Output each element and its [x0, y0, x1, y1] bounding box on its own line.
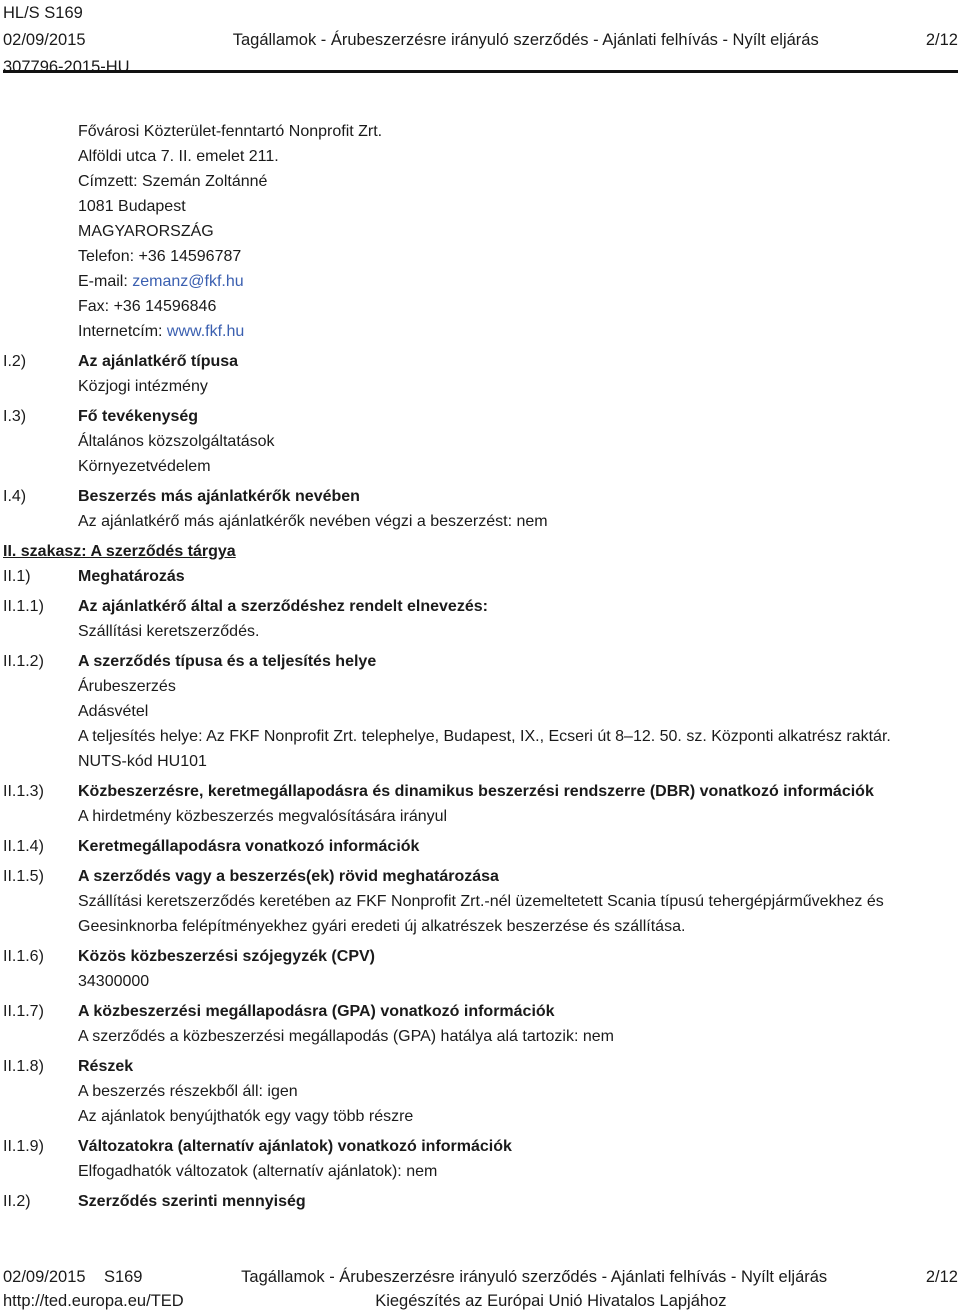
- footer-page: 2/12: [925, 1268, 958, 1286]
- section-number: I.3): [3, 408, 27, 425]
- address-city: 1081 Budapest: [78, 198, 186, 215]
- section-title: Közös közbeszerzési szójegyzék (CPV): [78, 948, 375, 965]
- section-ii11: [3, 594, 958, 644]
- section-number: II.1.1): [3, 598, 44, 615]
- section-i2: [3, 349, 958, 399]
- section-i3: [3, 404, 958, 479]
- section-title: Az ajánlatkérő által a szerződéshez rendelt elnevezés:: [78, 598, 488, 615]
- section-ii18: [3, 1054, 958, 1129]
- section-ii2: [3, 1189, 958, 1214]
- section-title: Keretmegállapodásra vonatkozó információk: [78, 838, 420, 855]
- section-ii19: [3, 1134, 958, 1184]
- section-title: Közbeszerzésre, keretmegállapodásra és dinamikus beszerzési rendszerre (DBR) vonatkozó információk: [78, 783, 874, 800]
- section-ii13: [3, 779, 958, 829]
- section-title: Szerződés szerinti mennyiség: [78, 1193, 306, 1210]
- address-web-line: Internetcím: www.fkf.hu: [78, 323, 245, 340]
- section-number: II.1.4): [3, 838, 44, 855]
- address-phone: Telefon: +36 14596787: [78, 248, 242, 265]
- section-value: Szállítási keretszerződés.: [78, 623, 260, 640]
- section-number: II.1.5): [3, 868, 44, 885]
- section-title: Részek: [78, 1058, 134, 1075]
- section-number: I.4): [3, 488, 27, 505]
- section-title: Meghatározás: [78, 568, 185, 585]
- header-row-3: [3, 54, 958, 81]
- section-ii16: [3, 944, 958, 994]
- section-value: A teljesítés helye: Az FKF Nonprofit Zrt. telephelye, Budapest, IX., Ecseri út 8–12. 50. sz. Központi alkatrész raktár.: [78, 728, 891, 745]
- section-number: II.1): [3, 568, 31, 585]
- address-fax: Fax: +36 14596846: [78, 298, 217, 315]
- section-value: Általános közszolgáltatások: [78, 433, 275, 450]
- section-number: II.1.7): [3, 1003, 44, 1020]
- section-value: Az ajánlatkérő más ajánlatkérők nevében végzi a beszerzést: nem: [78, 513, 548, 530]
- footer-publisher: Kiegészítés az Európai Unió Hivatalos Lapjához: [375, 1292, 727, 1310]
- address-country: MAGYARORSZÁG: [78, 223, 214, 240]
- section-number: I.2): [3, 353, 27, 370]
- address-recipient: Címzett: Szemán Zoltánné: [78, 173, 268, 190]
- section-ii15: [3, 864, 958, 939]
- header-row-1: [3, 0, 958, 27]
- section-value: A szerződés a közbeszerzési megállapodás (GPA) hatálya alá tartozik: nem: [78, 1028, 614, 1045]
- footer-date-series: 02/09/2015 S169: [3, 1268, 143, 1286]
- footer-title: Tagállamok - Árubeszerzésre irányuló szerződés - Ajánlati felhívás - Nyílt eljárás: [241, 1268, 828, 1286]
- section-value: NUTS-kód HU101: [78, 753, 207, 770]
- section-ii17: [3, 999, 958, 1049]
- footer-url[interactable]: http://ted.europa.eu/TED: [3, 1292, 184, 1310]
- section-number: II.1.8): [3, 1058, 44, 1075]
- section-title: Az ajánlatkérő típusa: [78, 353, 239, 370]
- section-title: Fő tevékenység: [78, 408, 199, 425]
- page-header: [3, 0, 958, 81]
- section-title: Beszerzés más ajánlatkérők nevében: [78, 488, 360, 505]
- header-title: Tagállamok - Árubeszerzésre irányuló szerződés - Ajánlati felhívás - Nyílt eljárás: [232, 31, 819, 49]
- header-page: 2/12: [925, 31, 958, 49]
- section-value: Az ajánlatok benyújthatók egy vagy több részre: [78, 1108, 414, 1125]
- section-number: II.2): [3, 1193, 31, 1210]
- email-link[interactable]: zemanz@fkf.hu: [132, 273, 244, 290]
- header-ref: 307796-2015-HU: [3, 58, 130, 76]
- section-value: Adásvétel: [78, 703, 149, 720]
- section-value: Elfogadhatók változatok (alternatív ajánlatok): nem: [78, 1163, 438, 1180]
- document-body: [3, 119, 958, 1214]
- page-footer: [3, 1265, 958, 1313]
- web-link[interactable]: www.fkf.hu: [166, 323, 245, 340]
- section-number: II.1.6): [3, 948, 44, 965]
- address-street: Alföldi utca 7. II. emelet 211.: [78, 148, 279, 165]
- section-number: II.1.3): [3, 783, 44, 800]
- section-value: A hirdetmény közbeszerzés megvalósítására irányul: [78, 808, 448, 825]
- section-title: A közbeszerzési megállapodásra (GPA) vonatkozó információk: [78, 1003, 555, 1020]
- section-value: Árubeszerzés: [78, 678, 176, 695]
- section-value: Szállítási keretszerződés keretében az FKF Nonprofit Zrt.-nél üzemeltetett Scania típusú tehergépjárművekhez és Geesinknorba felépítményekhez gyári eredeti új alkatrészek beszerzése és szállítása.: [78, 893, 884, 935]
- section-ii1: [3, 564, 958, 589]
- doc-type: HL/S S169: [3, 4, 83, 22]
- section-value: A beszerzés részekből áll: igen: [78, 1083, 298, 1100]
- section-title: A szerződés típusa és a teljesítés helye: [78, 653, 377, 670]
- address-email-line: E-mail: zemanz@fkf.hu: [78, 273, 244, 290]
- footer-row-1: [3, 1265, 958, 1289]
- section-title: A szerződés vagy a beszerzés(ek) rövid meghatározása: [78, 868, 499, 885]
- section-value: 34300000: [78, 973, 150, 990]
- address-org: Fővárosi Közterület-fenntartó Nonprofit Zrt.: [78, 123, 383, 140]
- section-i4: [3, 484, 958, 534]
- section-number: II.1.2): [3, 653, 44, 670]
- header-divider: [3, 70, 958, 73]
- footer-row-2: [3, 1289, 958, 1313]
- section-value: Közjogi intézmény: [78, 378, 208, 395]
- section-value: Környezetvédelem: [78, 458, 211, 475]
- section-ii14: [3, 834, 958, 859]
- section-title: Változatokra (alternatív ajánlatok) vonatkozó információk: [78, 1138, 512, 1155]
- section-heading-ii: II. szakasz: A szerződés tárgya: [3, 543, 236, 560]
- address-block: [3, 119, 958, 344]
- header-date: 02/09/2015: [3, 31, 86, 49]
- section-number: II.1.9): [3, 1138, 44, 1155]
- header-row-2: [3, 27, 958, 54]
- section-ii12: [3, 649, 958, 774]
